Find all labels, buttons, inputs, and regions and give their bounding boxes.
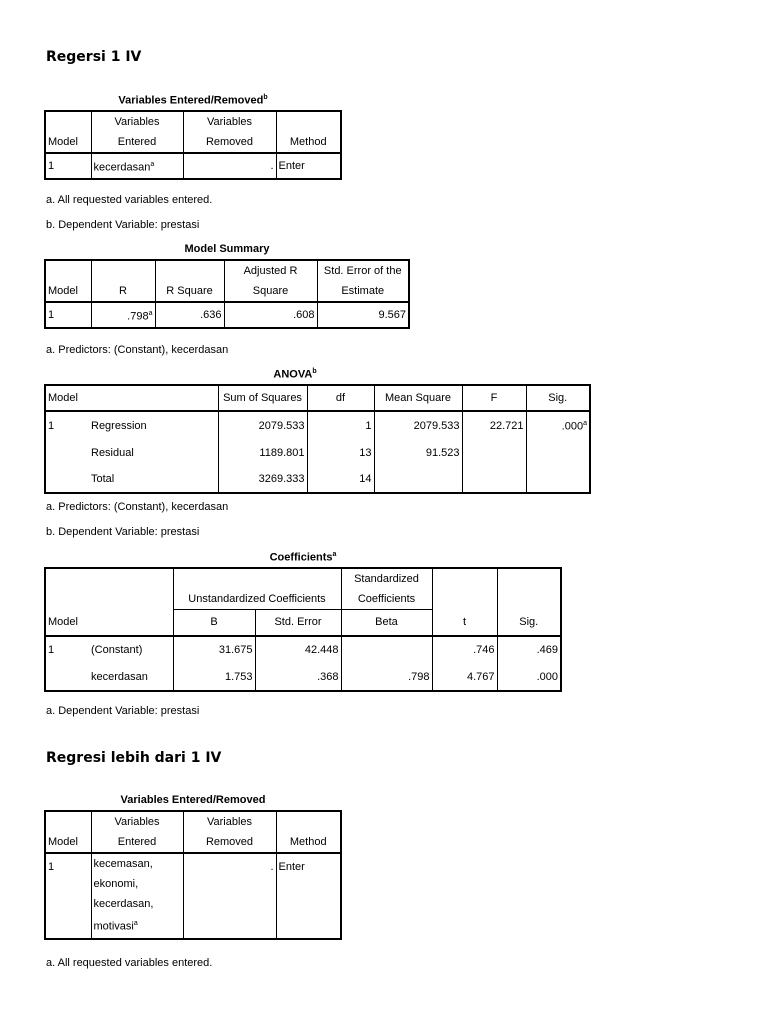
table-cell: 22.721 (462, 411, 526, 439)
header-cell: Entered (91, 832, 183, 853)
header-cell: R (91, 281, 155, 302)
table-title-anova: ANOVA$^b$ (273, 368, 317, 381)
header-cell: Square (224, 281, 317, 302)
table-cell: . (183, 853, 276, 939)
table-cell: 91.523 (374, 439, 462, 466)
header-cell: df (307, 385, 374, 411)
footnote: a. Dependent Variable: prestasi (46, 705, 200, 717)
row-label: Total (91, 466, 218, 493)
table-cell: . (183, 153, 276, 179)
footnote: a. Predictors: (Constant), kecerdasan (46, 501, 229, 513)
header-cell: Coefficients (341, 589, 432, 610)
row-label: Residual (91, 439, 218, 466)
table-cell: .746 (432, 636, 497, 664)
header-cell: B (173, 610, 255, 636)
row-label: Regression (91, 411, 218, 439)
table-cell: 1 (45, 302, 91, 328)
table-title-variables-entered: Variables Entered/Removed$^b$ (118, 94, 268, 107)
header-cell: Variables (91, 811, 183, 832)
table-cell: 4.767 (432, 664, 497, 691)
variables-entered-table-2 (44, 810, 342, 940)
table-cell: 9.567 (317, 302, 409, 328)
footnote: b. Dependent Variable: prestasi (46, 219, 200, 231)
section-heading-2: Regresi lebih dari 1 IV (46, 750, 222, 766)
header-cell: Removed (183, 132, 276, 153)
table-cell: kecemasan, ekonomi, kecerdasan, motivasi$^a$ (91, 853, 183, 939)
coefficients-table (44, 567, 562, 692)
header-cell: R Square (155, 281, 224, 302)
row-label: (Constant) (91, 636, 173, 664)
header-cell: Model (45, 832, 91, 853)
table-cell: 14 (307, 466, 374, 493)
table-cell: .000$^a$ (526, 411, 590, 439)
header-cell: Variables (91, 111, 183, 132)
header-cell: t (432, 610, 497, 636)
header-cell: Variables (183, 811, 276, 832)
table-cell: 1 (307, 411, 374, 439)
table-cell: .469 (497, 636, 561, 664)
header-cell: Method (276, 132, 341, 153)
anova-table (44, 384, 591, 494)
table-cell: 3269.333 (218, 466, 307, 493)
table-cell: Enter (276, 853, 341, 939)
footnote: a. All requested variables entered. (46, 957, 213, 969)
header-cell: Model (45, 281, 91, 302)
header-cell: Sig. (526, 385, 590, 411)
table-cell: 1 (45, 853, 91, 939)
table-cell: 2079.533 (374, 411, 462, 439)
header-cell: Removed (183, 832, 276, 853)
row-label: kecerdasan (91, 664, 173, 691)
table-cell: .000 (497, 664, 561, 691)
section-heading-1: Regersi 1 IV (46, 49, 142, 65)
variables-entered-table (44, 110, 342, 180)
table-title-coefficients: Coefficients$^a$ (269, 551, 337, 564)
table-cell: 2079.533 (218, 411, 307, 439)
table-cell: 42.448 (255, 636, 341, 664)
header-cell: Estimate (317, 281, 409, 302)
table-title-model-summary: Model Summary (184, 243, 270, 255)
header-cell: Model (45, 385, 218, 411)
header-cell: Std. Error of the (317, 260, 409, 281)
table-cell: .608 (224, 302, 317, 328)
table-cell: 1.753 (173, 664, 255, 691)
table-cell: .368 (255, 664, 341, 691)
table-cell: .798$^a$ (91, 302, 155, 328)
header-cell: Standardized (341, 568, 432, 589)
header-cell: Model (45, 132, 91, 153)
table-cell: 1189.801 (218, 439, 307, 466)
footnote: a. Predictors: (Constant), kecerdasan (46, 344, 229, 356)
header-cell: Adjusted R (224, 260, 317, 281)
table-cell: Enter (276, 153, 341, 179)
table-cell: 13 (307, 439, 374, 466)
table-cell: 1 (45, 153, 91, 179)
table-cell: .798 (341, 664, 432, 691)
header-cell: Mean Square (374, 385, 462, 411)
header-cell: Beta (341, 610, 432, 636)
table-title-variables-entered-2: Variables Entered/Removed (120, 794, 266, 806)
header-cell: Sum of Squares (218, 385, 307, 411)
header-cell: Method (276, 832, 341, 853)
header-cell: Std. Error (255, 610, 341, 636)
footnote: a. All requested variables entered. (46, 194, 213, 206)
model-summary-table (44, 259, 410, 329)
footnote: b. Dependent Variable: prestasi (46, 526, 200, 538)
table-cell: 31.675 (173, 636, 255, 664)
table-cell: .636 (155, 302, 224, 328)
table-cell: kecerdasan$^a$ (91, 153, 183, 179)
table-cell: 1 (45, 411, 91, 439)
table-cell: 1 (45, 636, 91, 664)
header-cell: Entered (91, 132, 183, 153)
header-cell: Model (45, 610, 91, 636)
header-cell: Variables (183, 111, 276, 132)
header-cell: F (462, 385, 526, 411)
header-cell: Sig. (497, 610, 561, 636)
header-cell: Unstandardized Coefficients (173, 589, 341, 610)
